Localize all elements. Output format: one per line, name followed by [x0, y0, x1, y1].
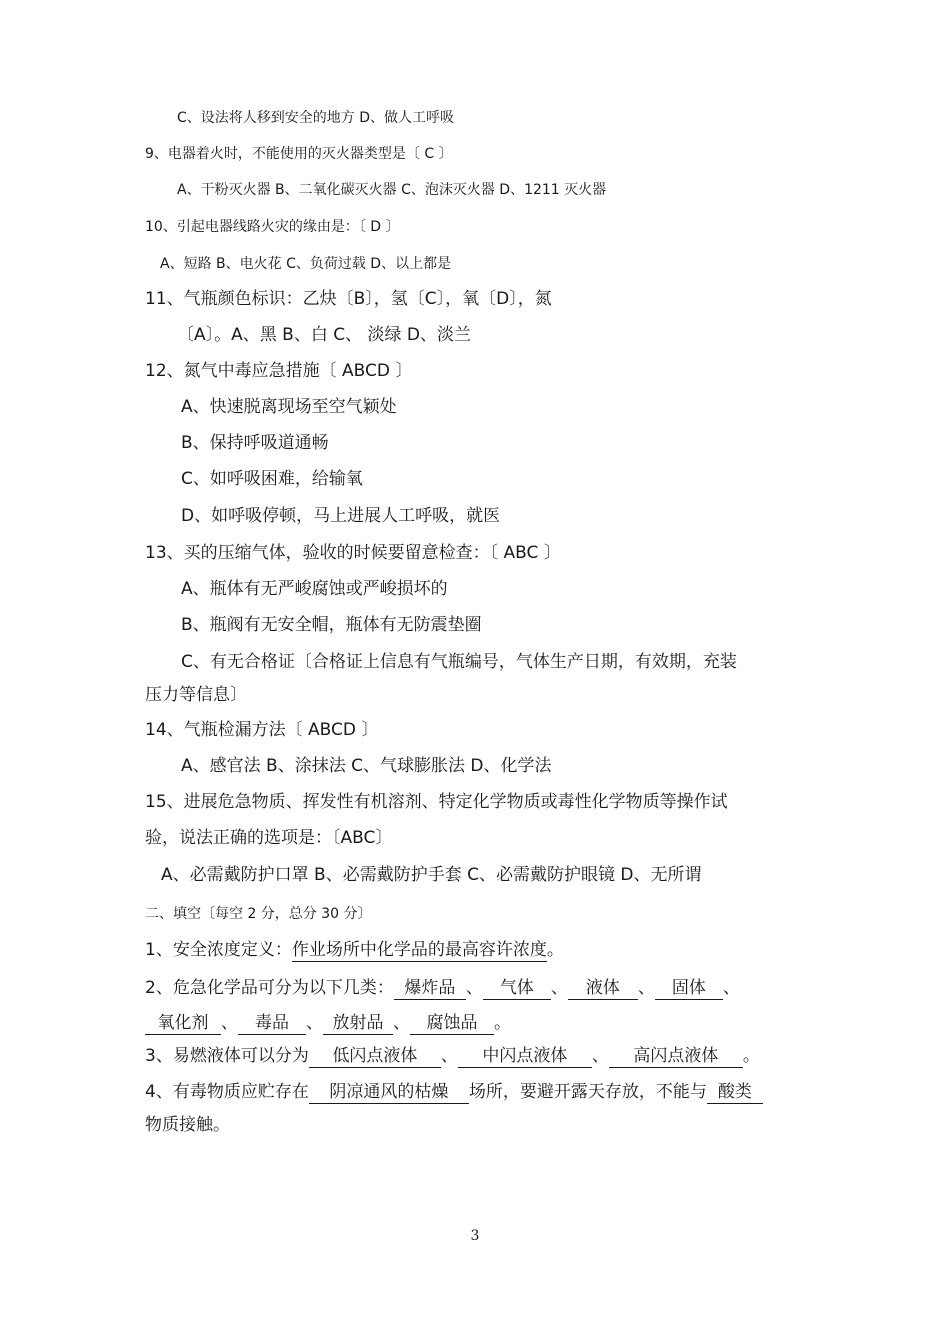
fill-3-prompt: 3、易燃液体可以分为: [145, 1046, 309, 1066]
question-15-options: A、必需戴防护口罩 B、必需戴防护手套 C、必需戴防护眼镜 D、无所谓: [161, 865, 702, 885]
question-11-options: 〔A〕。A、黑 B、白 C、 淡绿 D、淡兰: [177, 325, 471, 345]
question-13-option-a: A、瓶体有无严峻腐蚀或严峻损坏的: [181, 579, 448, 599]
fill-question-2: [145, 978, 740, 1000]
fill-question-2-cont: [145, 1013, 511, 1035]
fill-3-answer-1: 低闪点液体: [309, 1046, 441, 1068]
fill-1-prompt: 1、安全浓度定义：: [145, 940, 292, 960]
separator: 、: [722, 978, 740, 998]
fill-4-middle: 场所，要避开露天存放，不能与: [468, 1082, 707, 1102]
option-line-8cd: C、设法将人移到安全的地方 D、做人工呼吸: [177, 110, 455, 126]
question-14-options: A、感官法 B、涂抹法 C、气球膨胀法 D、化学法: [181, 756, 552, 776]
question-12: 12、氮气中毒应急措施〔 ABCD 〕: [145, 361, 413, 381]
fill-4-answer-2: 酸类: [707, 1082, 763, 1104]
fill-2-answer-2: 气体: [483, 978, 551, 1000]
fill-2-answer-3: 液体: [568, 978, 638, 1000]
question-9-options: A、干粉灭火器 B、二氧化碳灭火器 C、泡沫灭火器 D、1211 灭火器: [177, 182, 607, 198]
fill-3-answer-3: 高闪点液体: [609, 1046, 743, 1068]
question-12-option-b: B、保持呼吸道通畅: [181, 433, 329, 453]
question-15-cont: 验，说法正确的选项是：〔ABC〕: [145, 828, 393, 848]
fill-2-answer-1: 爆炸品: [394, 978, 466, 1000]
question-11: 11、气瓶颜色标识：乙炔〔B〕，氢〔C〕，氧〔D〕，氮: [145, 289, 552, 309]
fill-2-answer-6: 毒品: [238, 1013, 306, 1035]
separator: 、: [637, 978, 655, 998]
separator: 、: [306, 1013, 323, 1033]
question-13-option-c-cont: 压力等信息〕: [145, 685, 247, 705]
question-12-option-a: A、快速脱离现场至空气颖处: [181, 397, 397, 417]
question-14: 14、气瓶检漏方法〔 ABCD 〕: [145, 720, 379, 740]
fill-4-answer-1: 阴凉通风的枯燥: [309, 1082, 469, 1104]
question-13-option-b: B、瓶阀有无安全帽，瓶体有无防震垫圈: [181, 615, 482, 635]
question-12-option-c: C、如呼吸困难，给输氧: [181, 469, 363, 489]
fill-2-answer-8: 腐蚀品: [410, 1013, 494, 1035]
fill-3-answer-2: 中闪点液体: [458, 1046, 592, 1068]
question-13-option-c: C、有无合格证〔合格证上信息有气瓶编号，气体生产日期，有效期，充装: [181, 652, 737, 672]
question-12-option-d: D、如呼吸停顿，马上进展人工呼吸，就医: [181, 506, 501, 526]
fill-2-answer-5: 氧化剂: [145, 1013, 221, 1035]
question-10: 10、引起电器线路火灾的缘由是：〔 D 〕: [145, 219, 400, 235]
fill-1-answer: 作业场所中化学品的最高容许浓度: [292, 940, 547, 962]
end-mark: 。: [494, 1013, 511, 1033]
fill-2-answer-4: 固体: [655, 978, 723, 1000]
fill-question-3: [145, 1046, 760, 1068]
section-heading-fill-blank: 二、填空〔每空 2 分，总分 30 分〕: [145, 906, 372, 922]
question-10-options: A、短路 B、电火花 C、负荷过载 D、以上都是: [160, 256, 452, 272]
separator: 、: [550, 978, 568, 998]
fill-2-answer-7: 放射品: [323, 1013, 393, 1035]
fill-2-prompt: 2、危急化学品可分为以下几类：: [145, 978, 394, 998]
separator: 、: [393, 1013, 410, 1033]
fill-1-end: 。: [546, 940, 564, 960]
question-13: 13、买的压缩气体，验收的时候要留意检查：〔 ABC 〕: [145, 543, 561, 563]
fill-question-1: [145, 940, 564, 962]
separator: 、: [465, 978, 483, 998]
end-mark: 。: [742, 1046, 760, 1066]
separator: 、: [221, 1013, 238, 1033]
separator: 、: [440, 1046, 458, 1066]
question-15: 15、进展危急物质、挥发性有机溶剂、特定化学物质或毒性化学物质等操作试: [145, 792, 728, 812]
page-number: 3: [470, 1228, 480, 1244]
separator: 、: [591, 1046, 609, 1066]
fill-question-4-cont: 物质接触。: [145, 1115, 230, 1135]
fill-question-4: [145, 1082, 763, 1104]
fill-4-prompt: 4、有毒物质应贮存在: [145, 1082, 309, 1102]
question-9: 9、电器着火时，不能使用的灭火器类型是〔 C 〕: [145, 146, 453, 162]
